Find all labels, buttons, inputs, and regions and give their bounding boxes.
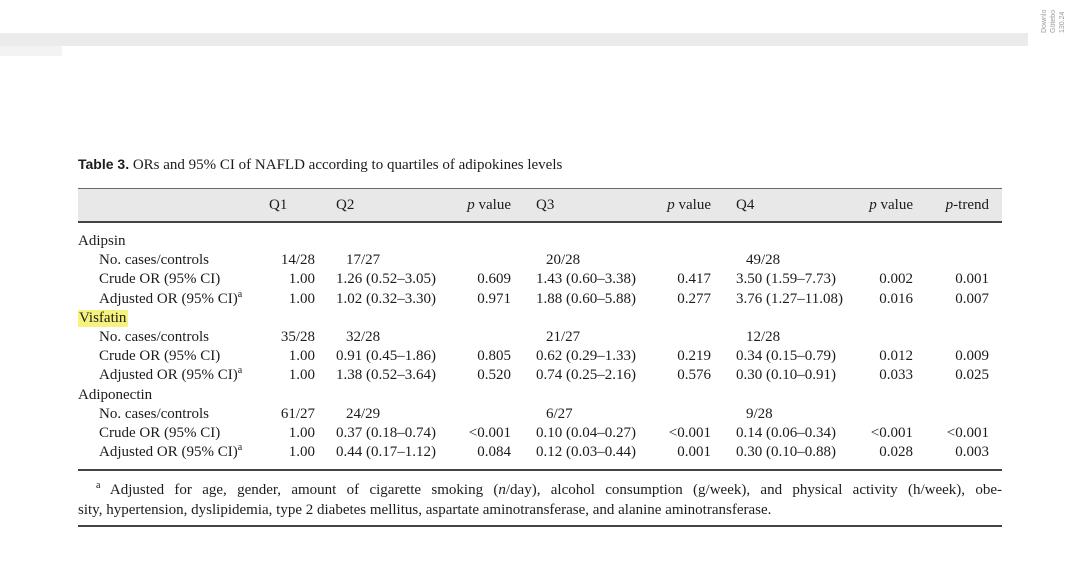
- row-label-sup: a: [237, 442, 243, 454]
- table-cell: 14/28: [280, 252, 315, 269]
- footnote-text: Adjusted for age, gender, amount of cigarette smoking (: [100, 482, 499, 498]
- group-row: [78, 309, 1002, 328]
- table-cell: 20/28: [546, 252, 581, 269]
- table-cell: 1.02 (0.32–3.30): [336, 290, 436, 307]
- table-cell: 0.609: [477, 271, 511, 288]
- top-scan-band-left: [0, 46, 62, 56]
- table-cell: 0.219: [677, 348, 711, 365]
- row-label: [78, 270, 255, 289]
- row-label-text: Crude OR (95% CI): [99, 424, 221, 441]
- table-cell: 0.62 (0.29–1.33): [536, 348, 636, 365]
- table-cell: 0.012: [879, 348, 913, 365]
- table-row: [78, 366, 1002, 385]
- table-cell: 0.91 (0.45–1.86): [336, 348, 436, 365]
- row-label: [78, 347, 255, 366]
- table-cell: 0.084: [477, 444, 511, 461]
- download-stamp: [1040, 10, 1067, 33]
- header-label: Q2: [336, 196, 355, 213]
- table-cell: 6/27: [546, 405, 573, 422]
- table-cell: 0.74 (0.25–2.16): [536, 367, 636, 384]
- row-label: [78, 290, 255, 309]
- group-label-highlighted: Visfatin: [79, 309, 127, 326]
- footnote-italic-n: n: [498, 482, 506, 498]
- header-label: value: [674, 196, 711, 213]
- row-label-sup: a: [237, 288, 243, 300]
- footnote-line-1: [78, 481, 1002, 501]
- header-cell: [455, 197, 515, 214]
- header-cell: [255, 197, 315, 214]
- table-cell: <0.001: [668, 424, 711, 441]
- table-cell: 0.016: [879, 290, 913, 307]
- table-cell: 0.971: [477, 290, 511, 307]
- row-label: [78, 405, 255, 424]
- header-cell: [315, 197, 455, 214]
- table-cell: 0.44 (0.17–1.12): [336, 444, 436, 461]
- table-cell: 0.30 (0.10–0.88): [736, 444, 836, 461]
- table-cell: 1.00: [288, 424, 315, 441]
- row-label-sup: a: [237, 365, 243, 377]
- table-cell: 0.003: [955, 444, 989, 461]
- row-label-text: No. cases/controls: [99, 252, 209, 269]
- row-label-text: No. cases/controls: [99, 405, 209, 422]
- group-label: Adipsin: [78, 233, 126, 249]
- header-label: Q3: [536, 196, 555, 213]
- table-cell: 0.12 (0.03–0.44): [536, 444, 636, 461]
- header-cell: [855, 197, 917, 214]
- header-label: Q4: [736, 196, 755, 213]
- table-cell: 0.025: [955, 367, 989, 384]
- table-row: [78, 424, 1002, 443]
- table-cell: 0.001: [955, 271, 989, 288]
- footnote-marker: a: [96, 480, 101, 491]
- footnote-line-2: sity, hypertension, dyslipidemia, type 2 diabetes mellitus, aspartate aminotransferase, and alanine aminotransferase.: [78, 501, 772, 518]
- table-cell: 0.10 (0.04–0.27): [536, 424, 636, 441]
- table-cell: 21/27: [546, 328, 581, 345]
- table-cell: 3.76 (1.27–11.08): [736, 290, 843, 307]
- header-label: Q1: [269, 196, 288, 213]
- table-row: [78, 270, 1002, 289]
- table-cell: 0.576: [677, 367, 711, 384]
- table-caption-text: ORs and 95% CI of NAFLD according to quartiles of adipokines levels: [129, 157, 563, 173]
- header-label: value: [876, 196, 913, 213]
- table-cell: 9/28: [746, 405, 773, 422]
- row-label-text: Adjusted OR (95% CI): [99, 367, 238, 384]
- group-row: [78, 232, 1002, 251]
- header-italic-p: p: [945, 196, 954, 213]
- table-cell: <0.001: [468, 424, 511, 441]
- header-cell: [715, 197, 855, 214]
- row-label: [78, 328, 255, 347]
- group-label: Adiponectin: [78, 386, 153, 403]
- header-cell: [515, 197, 655, 214]
- table-cell: 1.00: [288, 444, 315, 461]
- table-cell: 3.50 (1.59–7.73): [736, 271, 836, 288]
- table-cell: 0.033: [879, 367, 913, 384]
- header-cell: [917, 197, 1002, 214]
- header-italic-p: p: [869, 196, 877, 213]
- header-italic-p: p: [667, 196, 675, 213]
- table-cell: 0.028: [879, 444, 913, 461]
- row-label: [78, 424, 255, 443]
- table-cell: 0.002: [879, 271, 913, 288]
- row-label-text: No. cases/controls: [99, 328, 209, 345]
- table-cell: 1.88 (0.60–5.88): [536, 290, 636, 307]
- header-cell: [655, 197, 715, 214]
- table-cell: 61/27: [280, 405, 315, 422]
- table-body: [78, 223, 1002, 471]
- table-cell: 0.37 (0.18–0.74): [336, 424, 436, 441]
- table-cell: 0.417: [677, 271, 711, 288]
- table-row: [78, 443, 1002, 462]
- row-label-text: Crude OR (95% CI): [99, 271, 221, 288]
- row-label-text: Crude OR (95% CI): [99, 348, 221, 365]
- table-row: [78, 405, 1002, 424]
- row-label: [78, 251, 255, 270]
- table-row: [78, 290, 1002, 309]
- table-cell: 0.30 (0.10–0.91): [736, 367, 836, 384]
- table-cell: 0.34 (0.15–0.79): [736, 348, 836, 365]
- table-cell: 24/29: [346, 405, 381, 422]
- table-cell: 1.00: [288, 290, 315, 307]
- table-cell: 12/28: [746, 328, 781, 345]
- table-cell: 1.00: [288, 271, 315, 288]
- table-cell: 1.26 (0.52–3.05): [336, 271, 436, 288]
- table-cell: 35/28: [280, 328, 315, 345]
- data-table: [78, 188, 1002, 471]
- table-cell: 0.14 (0.06–0.34): [736, 424, 836, 441]
- row-label-text: Adjusted OR (95% CI): [99, 444, 238, 461]
- table-header-row: [78, 188, 1002, 223]
- table-row: [78, 347, 1002, 366]
- table-cell: 17/27: [346, 252, 381, 269]
- table-row: [78, 328, 1002, 347]
- table-footnote: [78, 481, 1002, 520]
- download-stamp-line: Downlo: [1041, 9, 1048, 33]
- table-cell: 49/28: [746, 252, 781, 269]
- group-row: [78, 386, 1002, 405]
- table-cell: 0.520: [477, 367, 511, 384]
- table-caption: [78, 156, 562, 174]
- table-number: Table 3.: [78, 156, 130, 172]
- row-label: [78, 366, 255, 385]
- table-cell: 0.805: [477, 348, 511, 365]
- header-italic-p: p: [467, 196, 475, 213]
- table-cell: 0.007: [955, 290, 989, 307]
- top-scan-band: [0, 33, 1028, 46]
- header-label: value: [474, 196, 511, 213]
- table-row: [78, 251, 1002, 270]
- table-cell: 0.001: [677, 444, 711, 461]
- table-cell: 1.38 (0.52–3.64): [336, 367, 436, 384]
- bottom-rule: [78, 525, 1002, 527]
- table-cell: 1.00: [288, 348, 315, 365]
- table-cell: 32/28: [346, 328, 381, 345]
- table-cell: <0.001: [870, 424, 913, 441]
- table-cell: 1.00: [288, 367, 315, 384]
- table-cell: 0.277: [677, 290, 711, 307]
- row-label: [78, 443, 255, 462]
- download-stamp-line: Götebo: [1050, 10, 1057, 33]
- table-cell: 0.009: [955, 348, 989, 365]
- table-cell: <0.001: [946, 424, 989, 441]
- header-label: -trend: [953, 196, 989, 213]
- table-cell: 1.43 (0.60–3.38): [536, 271, 636, 288]
- footnote-text: /day), alcohol consumption (g/week), and physical activity (h/week), obe-: [505, 482, 1002, 498]
- download-stamp-line: 130.24: [1059, 11, 1066, 33]
- row-label-text: Adjusted OR (95% CI): [99, 290, 238, 307]
